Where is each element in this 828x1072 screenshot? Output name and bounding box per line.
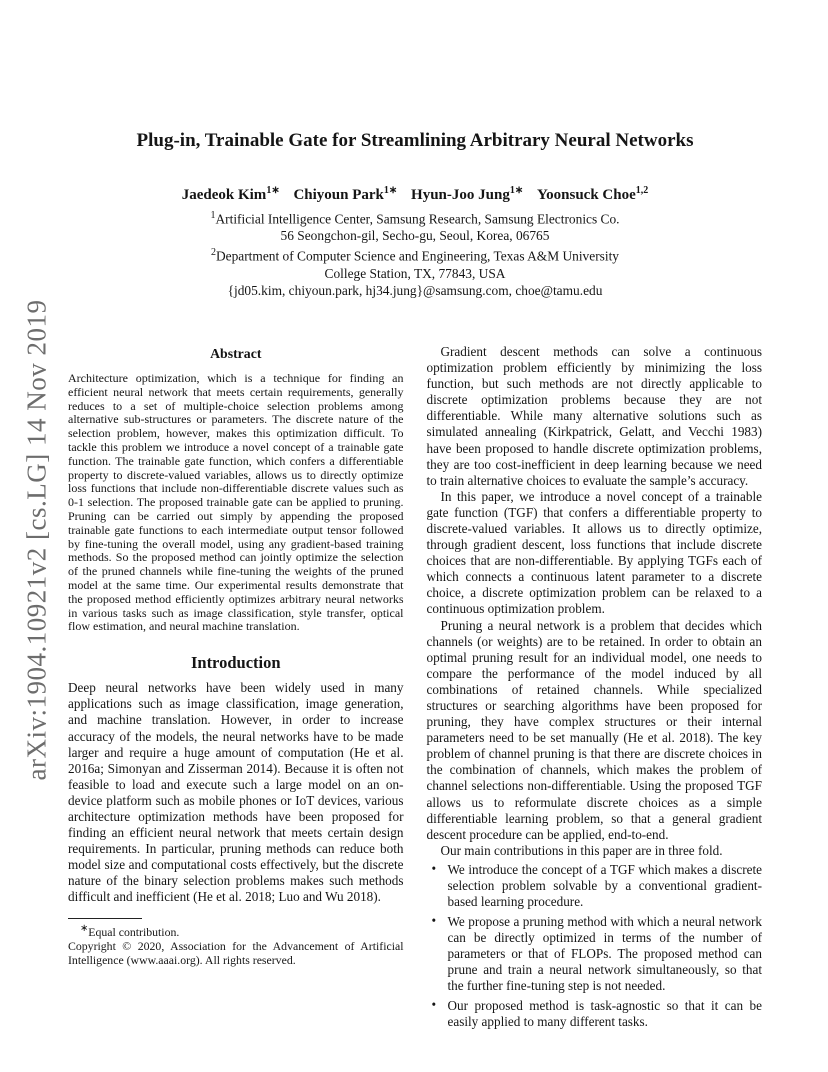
paragraph-tgf-intro: In this paper, we introduce a novel concept of a trainable gate function (TGF) that confers a differentiable property to discrete-valued variables. It allows us to directly optimize, through gradient descent, loss functions that include discrete choices that are non-differentiable. By applying TGFs each of which connects a continuous latent parameter to a discrete choice, a discrete optimization problem can be relaxed to a continuous optimization problem. [426, 488, 762, 617]
affiliation-3-text: Department of Computer Science and Engineering, Texas A&M University [215, 248, 620, 264]
affiliation-1-superscript: 1 [210, 210, 216, 221]
bullet-icon: • [431, 996, 437, 1012]
footnote-equal-contribution [68, 922, 404, 939]
paragraph-pruning: Pruning a neural network is a problem that decides which channels (or weights) are to be retained. In order to obtain an optimal pruning result for an individual model, one needs to compare the performance of the model induced by all combinations of retained channels. While specialized structures or searching algorithms have been proposed for pruning, they have complex structures or their internal parameters need to be set manually (He et al. 2018). The key problem of channel pruning is that there are discrete choices in the combination of channels, which makes the problem of channel selections non-differentiable. Using the proposed TGF allows us to reformulate discrete choices as a simple differentiable learning problem, so that a general gradient descent procedure can be applied, end-to-end. [426, 617, 762, 842]
author-3-superscript: 1∗ [509, 185, 524, 196]
paragraph-gradient-descent: Gradient descent methods can solve a continuous optimization problem efficiently by minimizing the loss function, but such methods are not directly applicable to discrete optimization problems because they are not differentiable. While many alternative solutions such as simulated annealing (Kirkpatrick, Gelatt, and Vecchi 1983) have been proposed to handle discrete optimization problems, they are too cost-inefficient in deep learning because we need to train alternative choices to evaluate the sample’s accuracy. [426, 343, 762, 488]
list-item [427, 998, 763, 1030]
introduction-heading: Introduction [190, 653, 281, 673]
affiliations-block [68, 207, 762, 299]
authors-line [68, 182, 762, 204]
paper-content [68, 0, 762, 1033]
bullet-icon: • [431, 912, 437, 928]
author-emails [68, 282, 762, 299]
contribution-1-text: We introduce the concept of a TGF which makes a discrete selection problem solvable by a conventional gradient-based learning procedure. [447, 861, 762, 910]
author-emails-text: {jd05.kim, chiyoun.park, hj34.jung}@samsung.com, choe@tamu.edu [227, 282, 603, 298]
footnote-asterisk: ∗ [80, 922, 89, 934]
author-2 [293, 187, 397, 203]
affiliation-line-3 [68, 244, 762, 264]
author-1-superscript: 1∗ [266, 185, 280, 196]
list-item [427, 914, 763, 994]
author-2-name: Chiyoun Park [293, 187, 384, 203]
page-title: Plug-in, Trainable Gate for Streamlining Arbitrary Neural Networks [136, 130, 694, 151]
contributions-list [427, 862, 763, 1030]
left-column [68, 344, 404, 1033]
affiliation-3-superscript: 2 [210, 247, 216, 259]
two-column-body [68, 344, 762, 1033]
list-item [427, 862, 763, 910]
bullet-icon: • [431, 860, 437, 876]
right-column [427, 344, 763, 1033]
affiliation-line-1 [68, 207, 762, 227]
contribution-2-text: We propose a pruning method with which a neural network can be directly optimized in terms of the number of parameters or that of FLOPs. The proposed method can prune and train a neural network simultaneously, so that the further fine-tuning step is not needed. [447, 913, 762, 994]
affiliation-line-2 [68, 227, 762, 244]
author-1-name: Jaedeok Kim [181, 187, 267, 203]
author-4 [537, 187, 648, 203]
author-1 [182, 187, 280, 203]
abstract-text: Architecture optimization, which is a technique for finding an efficient neural network that meets certain requirements, generally reduces to a set of multiple-choice selection problems among alternative sub-structures or parameters. The discrete nature of the selection problem, however, makes this optimization difficult. To tackle this problem we introduce a novel concept of a trainable gate function. The trainable gate function, which confers a differentiable property to discrete-valued variables, allows us to directly optimize loss functions that include non-differentiable discrete values such as 0-1 selection. The proposed trainable gate can be applied to pruning. Pruning can be carried out simply by appending the proposed trainable gate functions to each intermediate output tensor followed by fine-tuning the overall model, using any gradient-based training methods. So the proposed method can jointly optimize the selection of the pruned channels while fine-tuning the weights of the pruned model at the same time. Our experimental results demonstrate that the proposed method efficiently optimizes arbitrary neural networks in various tasks such as image classification, style transfer, optical flow estimation, and neural machine translation. [68, 371, 404, 634]
footnote-copyright: Copyright © 2020, Association for the Advancement of Artificial Intelligence (www.aaai.org). All rights reserved. [68, 938, 404, 968]
footnote-divider [68, 918, 142, 919]
introduction-paragraph: Deep neural networks have been widely used in many applications such as image classification, image generation, and machine translation. However, in order to increase accuracy of the models, the neural networks have to be made larger and require a huge amount of computation (He et al. 2016a; Simonyan and Zisserman 2014). Because it is often not feasible to load and execute such a large model on an on-device platform such as mobile phones or IoT devices, various architecture optimization methods have been proposed for finding an efficient neural network that meets certain design requirements. In particular, pruning methods can reduce both model size and computational costs effectively, but the discrete nature of the binary selection problems makes such methods difficult and inefficient (He et al. 2018; Luo and Wu 2018). [68, 680, 404, 905]
footnotes-block [68, 922, 404, 968]
author-4-name: Yoonsuck Choe [536, 187, 636, 203]
paragraph-contributions: Our main contributions in this paper are in three fold. [440, 842, 723, 858]
affiliation-2-text: 56 Seongchon-gil, Secho-gu, Seoul, Korea, 06765 [280, 228, 550, 244]
contribution-3-text: Our proposed method is task-agnostic so that it can be easily applied to many different tasks. [447, 997, 762, 1029]
arxiv-watermark: arXiv:1904.10921v2 [cs.LG] 14 Nov 2019 [21, 299, 52, 781]
footnote-equal-text: Equal contribution. [88, 924, 180, 939]
abstract-heading: Abstract [210, 345, 262, 361]
author-2-superscript: 1∗ [383, 185, 398, 196]
author-3-name: Hyun-Joo Jung [411, 187, 510, 203]
affiliation-4-text: College Station, TX, 77843, USA [324, 265, 506, 281]
affiliation-line-4 [68, 265, 762, 282]
author-3 [411, 187, 523, 203]
author-4-superscript: 1,2 [635, 185, 649, 196]
affiliation-1-text: Artificial Intelligence Center, Samsung Research, Samsung Electronics Co. [215, 211, 620, 227]
